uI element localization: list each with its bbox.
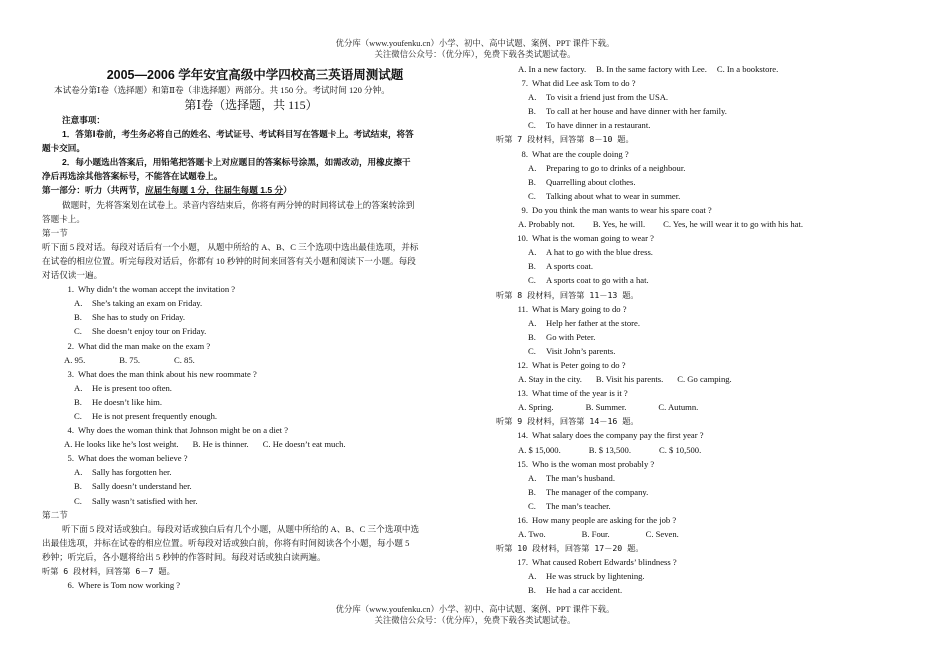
question-4: 4. Why does the woman think that Johnson might be on a diet ? bbox=[67, 425, 289, 436]
question-13: 13. What time of the year is it ? bbox=[517, 388, 628, 399]
question-17-option-b: B. He had a car accident. bbox=[528, 585, 623, 596]
question-11-option-b: B. Go with Peter. bbox=[528, 331, 596, 342]
question-3: 3. What does the man think about his new roommate ? bbox=[67, 368, 257, 379]
question-9-options: A. Probably not. B. Yes, he will. C. Yes, he will wear it to go with his hat. bbox=[518, 219, 803, 230]
question-8-option-a: A. Preparing to go to drinks of a neighbour. bbox=[528, 162, 686, 173]
question-8-option-b: B. Quarrelling about clothes. bbox=[528, 176, 636, 187]
notice-item-1b: 题卡交回。 bbox=[42, 143, 85, 154]
question-2: 2. What did the man make on the exam ? bbox=[67, 340, 211, 351]
part-two-desc-a: 听下面 5 段对话或独白。每段对话或独白后有几个小题，从题中所给的 A、B、C 三个选项中选 bbox=[62, 523, 420, 534]
question-14: 14. What salary does the company pay the first year ? bbox=[517, 430, 704, 441]
material-9-instruction: 听第 9 段材料，回答第 14－16 题。 bbox=[496, 416, 639, 427]
notice-item-1a: 1．答第Ⅰ卷前，考生务必将自己的姓名、考试证号、考试科目写在答题卡上。考试结束，将答 bbox=[62, 129, 414, 140]
part-one-desc-a: 听下面 5 段对话。每段对话后有一个小题， 从题中所给的 A、B、C 三个选项中选出最佳选项，并标 bbox=[42, 241, 419, 252]
section-one-heading bbox=[42, 183, 460, 197]
question-6-options: A. In a new factory. B. In the same factory with Lee. C. In a bookstore. bbox=[518, 64, 779, 74]
question-7-option-b: B. To call at her house and have dinner with her family. bbox=[528, 106, 727, 117]
question-2-options: A. 95. B. 75. C. 85. bbox=[64, 354, 195, 365]
question-11-option-a: A. Help her father at the store. bbox=[528, 317, 641, 328]
notice-item-2b: 净后再选涂其他答案标号，不能答在试题卷上。 bbox=[42, 171, 223, 182]
material-7-instruction: 听第 7 段材料，回答第 8－10 题。 bbox=[496, 134, 634, 145]
material-10-instruction: 听第 10 段材料，回答第 17－20 题。 bbox=[496, 543, 644, 554]
question-3-option-a: A. He is present too often. bbox=[74, 382, 172, 393]
question-10-option-b: B. A sports coat. bbox=[528, 261, 594, 272]
question-10-option-a: A. A hat to go with the blue dress. bbox=[528, 247, 653, 258]
section-one-label: 第一部分：听力（共两节， bbox=[42, 185, 146, 196]
material-6-instruction: 听第 6 段材料，回答第 6－7 题。 bbox=[42, 566, 175, 576]
question-1-option-a: A. She’s taking an exam on Friday. bbox=[74, 298, 203, 309]
right-column bbox=[496, 62, 916, 598]
question-15-option-c: C. The man’s teacher. bbox=[528, 500, 611, 511]
page-footer bbox=[0, 604, 950, 626]
question-11-option-c: C. Visit John’s parents. bbox=[528, 345, 616, 356]
part-one-desc-b: 在试卷的相应位置。听完每段对话后，你都有 10 秒钟的时间来回答有关小题和阅读下一小题。每段 bbox=[42, 255, 416, 266]
exam-subtitle: 本试卷分第Ⅰ卷（选择题）和第Ⅱ卷（非选择题）两部分。共 150 分。考试时间 120 分钟。 bbox=[54, 85, 390, 95]
exam-title: 2005—2006 学年安宜高级中学四校高三英语周测试题 bbox=[106, 68, 404, 82]
question-16-options: A. Two. B. Four. C. Seven. bbox=[518, 529, 679, 540]
question-5-option-b: B. Sally doesn’t understand her. bbox=[74, 481, 192, 492]
section-one-desc-a: 做题时，先将答案划在试卷上。录音内容结束后，你将有两分钟的时间将试卷上的答案转涂到 bbox=[62, 199, 415, 210]
part-one-heading: 第一节 bbox=[42, 227, 68, 238]
question-1: 1. Why didn’t the woman accept the invitation ? bbox=[67, 284, 236, 295]
question-9: 9. Do you think the man wants to wear his spare coat ? bbox=[521, 204, 712, 215]
question-15-option-a: A. The man’s husband. bbox=[528, 472, 615, 483]
question-16: 16. How many people are asking for the job ? bbox=[517, 515, 677, 525]
part-two-desc-c: 秒钟；听完后，各小题将给出 5 秒钟的作答时间。每段对话或独白读两遍。 bbox=[42, 551, 326, 562]
question-3-option-b: B. He doesn’t like him. bbox=[74, 396, 163, 407]
question-1-option-c: C. She doesn’t enjoy tour on Friday. bbox=[74, 326, 207, 337]
question-7-option-a: A. To visit a friend just from the USA. bbox=[528, 92, 669, 103]
question-8: 8. What are the couple doing ? bbox=[521, 148, 629, 159]
question-12: 12. What is Peter going to do ? bbox=[517, 359, 626, 370]
question-13-options: A. Spring. B. Summer. C. Autumn. bbox=[518, 402, 699, 413]
question-5-option-c: C. Sally wasn’t satisfied with her. bbox=[74, 495, 198, 506]
question-17: 17. What caused Robert Edwards’ blindness ? bbox=[517, 557, 677, 568]
question-10: 10. What is the woman going to wear ? bbox=[517, 233, 654, 244]
question-4-options: A. He looks like he’s lost weight. B. He is thinner. C. He doesn’t eat much. bbox=[64, 439, 346, 450]
question-3-option-c: C. He is not present frequently enough. bbox=[74, 410, 218, 421]
question-7: 7. What did Lee ask Tom to do ? bbox=[521, 78, 636, 89]
question-12-options: A. Stay in the city. B. Visit his parents. C. Go camping. bbox=[518, 374, 732, 385]
question-6: 6. Where is Tom now working ? bbox=[67, 580, 181, 591]
left-column bbox=[42, 66, 460, 592]
question-5-option-a: A. Sally has forgotten her. bbox=[74, 467, 172, 478]
section-one-suffix: ） bbox=[283, 185, 292, 196]
question-8-option-c: C. Talking about what to wear in summer. bbox=[528, 190, 681, 201]
question-15: 15. Who is the woman most probably ? bbox=[517, 458, 655, 469]
header-line-2: 关注微信公众号：（优分库），免费下载各类试题试卷。 bbox=[374, 50, 576, 59]
header-line-1: 优分库（www.youfenku.cn）小学、初中、高中试题、案例、PPT 课件下载。 bbox=[335, 39, 615, 48]
part-one-desc-c: 对话仅读一遍。 bbox=[42, 270, 103, 281]
question-5: 5. What does the woman believe ? bbox=[67, 453, 188, 464]
question-15-option-b: B. The manager of the company. bbox=[528, 486, 649, 497]
question-14-options: A. $ 15,000. B. $ 13,500. C. $ 10,500. bbox=[518, 444, 702, 455]
question-11: 11. What is Mary going to do ? bbox=[517, 303, 627, 314]
notice-item-2a: 2．每小题选出答案后，用铅笔把答题卡上对应题目的答案标号涂黑，如需改动，用橡皮擦干 bbox=[62, 157, 411, 168]
question-7-option-c: C. To have dinner in a restaurant. bbox=[528, 120, 651, 131]
page-header bbox=[0, 38, 950, 60]
part-two-desc-b: 出最佳选项，并标在试卷的相应位置。听每段对话或独白前，你将有时间阅读各个小题，每小题 5 bbox=[42, 537, 410, 548]
section-one-scoring: 应届生每题 1 分，往届生每题 1.5 分 bbox=[145, 185, 284, 196]
section-one-desc-b: 答题卡上。 bbox=[42, 213, 85, 224]
question-10-option-c: C. A sports coat to go with a hat. bbox=[528, 275, 649, 286]
material-8-instruction: 听第 8 段材料，回答第 11－13 题。 bbox=[496, 289, 639, 300]
footer-line-2: 关注微信公众号：（优分库），免费下载各类试题试卷。 bbox=[374, 616, 576, 625]
notice-heading: 注意事项： bbox=[62, 115, 105, 125]
question-17-option-a: A. He was struck by lightening. bbox=[528, 571, 645, 582]
question-1-option-b: B. She has to study on Friday. bbox=[74, 312, 186, 323]
part-two-heading: 第二节 bbox=[42, 509, 68, 520]
part-one-title: 第Ⅰ卷（选择题，共 115） bbox=[184, 98, 318, 112]
footer-line-1: 优分库（www.youfenku.cn）小学、初中、高中试题、案例、PPT 课件下载。 bbox=[335, 605, 615, 614]
